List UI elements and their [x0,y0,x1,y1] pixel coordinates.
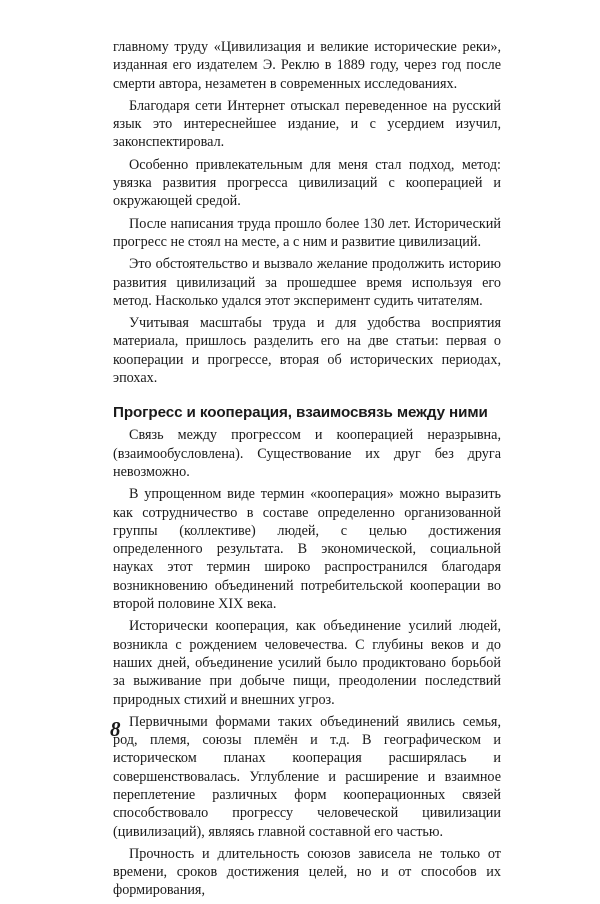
paragraph: Связь между прогрессом и кооперацией неразрывна, (взаимообусловлена). Существование их друг без друга невозможно. [113,427,501,480]
paragraph: В упрощенном виде термин «кооперация» можно выразить как сотрудничество в составе определенно организованной группы (коллективе) людей, с целью достижения определенного результата. В экономической, социальной науках этот термин широко распространился благодаря возникновению объединений потребительской кооперации во второй половине XIX века. [113,486,501,613]
page-body-text [113,38,501,904]
paragraph: Особенно привлекательным для меня стал подход, метод: увязка развития прогресса цивилизаций с кооперацией и окружающей средой. [113,156,501,210]
section-heading: Прогресс и кооперация, взаимосвязь между ними [113,404,488,422]
paragraph: Первичными формами таких объединений явились семья, род, племя, союзы племён и т.д. В географическом и историческом планах кооперация расширялась и совершенствовалась. Углубление и расширение и взаимное переплетение различных форм кооперационных связей способствовало прогрессу человеческой цивилизации (цивилизаций), являясь главной составной его частью. [113,713,501,840]
paragraph: Исторически кооперация, как объединение усилий людей, возникла с рождением человечества. С глубины веков и до наших дней, объединение усилий было продиктовано борьбой за выживание при добыче пищи, преодолении последствий природных стихий и внешних угроз. [113,618,501,708]
paragraph: Учитывая масштабы труда и для удобства восприятия материала, пришлось разделить его на две статьи: первая о кооперации и прогрессе, вторая об исторических периодах, эпохах. [113,315,501,387]
page-number: 8 [110,717,121,741]
paragraph-continuation: главному труду «Цивилизация и великие исторические реки», изданная его издателем Э. Реклю в 1889 году, через год после смерти автора, незаметен в современных исследованиях. [113,39,501,92]
paragraph: Прочность и длительность союзов зависела не только от времени, сроков достижения целей, но и от способов их формирования, [113,845,501,899]
paragraph: Это обстоятельство и вызвало желание продолжить историю развития цивилизаций за прошедшее время используя его метод. Насколько удался этот эксперимент судить читателям. [113,256,501,309]
paragraph: После написания труда прошло более 130 лет. Исторический прогресс не стоял на месте, а с ним и развитие цивилизаций. [113,215,501,250]
paragraph: Благодаря сети Интернет отыскал переведенное на русский язык это интереснейшее издание, и с усердием изучил, законспектировал. [113,97,501,151]
